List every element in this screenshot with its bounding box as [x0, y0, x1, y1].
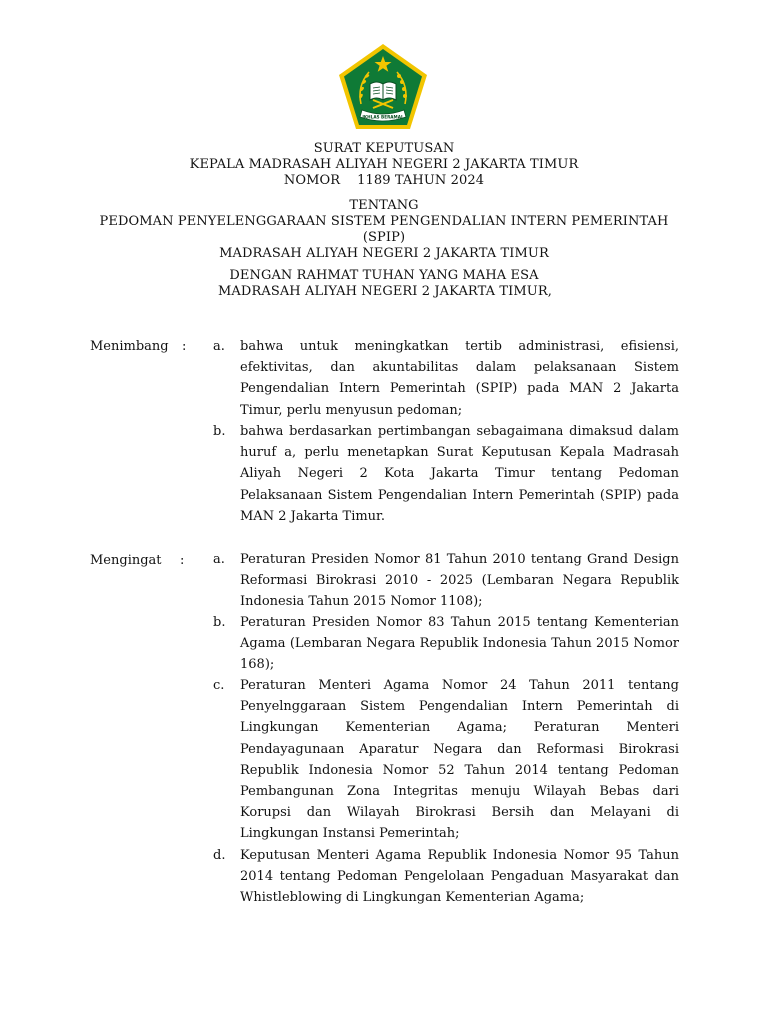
- mengingat-label: Mengingat: [90, 553, 162, 568]
- logo-ribbon-text: IKHLAS BERAMAL: [362, 114, 404, 120]
- document-heading: [0, 141, 768, 189]
- heading-line-1: SURAT KEPUTUSAN: [313, 141, 455, 156]
- item-marker: a.: [213, 339, 225, 354]
- heading-line-2: KEPALA MADRASAH ALIYAH NEGERI 2 JAKARTA TIMUR: [189, 157, 579, 172]
- heading-nomor: NOMOR 1189 TAHUN 2024: [283, 173, 485, 188]
- blessing-line-2: MADRASAH ALIYAH NEGERI 2 JAKARTA TIMUR,: [218, 284, 552, 299]
- item-text: bahwa untuk meningkatkan tertib administrasi, efisiensi, efektivitas, dan akuntabilitas dalam pelaksanaan Sistem Pengendalian Intern Pemerintah (SPIP) pada MAN 2 Jakarta Timur, perlu menyusun pedoman;: [240, 339, 679, 418]
- subject-line-2: (SPIP): [362, 230, 406, 245]
- item-text: Keputusan Menteri Agama Republik Indonesia Nomor 95 Tahun 2014 tentang Pedoman Pengelolaan Pengaduan Masyarakat dan Whistleblowing di Lingkungan Kementerian Agama;: [240, 848, 679, 906]
- item-text: Peraturan Presiden Nomor 81 Tahun 2010 tentang Grand Design Reformasi Birokrasi 2010 - 2025 (Lembaran Negara Republik Indonesia Tahun 2015 Nomor 1108);: [240, 552, 679, 610]
- kementerian-agama-logo: [337, 42, 429, 132]
- item-text: bahwa berdasarkan pertimbangan sebagaimana dimaksud dalam huruf a, perlu menetapkan Surat Keputusan Kepala Madrasah Aliyah Negeri 2 Kota Jakarta Timur tentang Pedoman Pelaksanaan Sistem Pengendalian Intern Pemerintah (SPIP) pada MAN 2 Jakarta Timur.: [240, 424, 679, 524]
- document-subject: [0, 198, 768, 262]
- subject-line-3: MADRASAH ALIYAH NEGERI 2 JAKARTA TIMUR: [219, 246, 549, 261]
- item-marker: a.: [213, 552, 225, 567]
- blessing-block: [0, 268, 768, 300]
- item-text: Peraturan Menteri Agama Nomor 24 Tahun 2011 tentang Penyelnggaraan Sistem Pengendalian Intern Pemerintah di Lingkungan Kementerian Agama; Peraturan Menteri Pendayagunaan Aparatur Negara dan Reformasi Birokrasi Republik Indonesia Nomor 52 Tahun 2014 tentang Pedoman Pembangunan Zona Integritas menuju Wilayah Bebas dari Korupsi dan Wilayah Birokrasi Bersih dan Melayani di Lingkungan Instansi Pemerintah;: [240, 678, 679, 842]
- menimbang-label: Menimbang: [90, 339, 169, 354]
- subject-line-1: PEDOMAN PENYELENGGARAAN SISTEM PENGENDALIAN INTERN PEMERINTAH: [99, 214, 669, 229]
- mengingat-item-d: [213, 845, 679, 909]
- menimbang-item-b: [213, 421, 679, 527]
- tentang-label: TENTANG: [349, 198, 419, 213]
- item-marker: b.: [213, 424, 226, 439]
- mengingat-item-a: [213, 549, 679, 613]
- mengingat-item-b: [213, 612, 679, 676]
- item-marker: c.: [213, 678, 225, 693]
- item-text: Peraturan Presiden Nomor 83 Tahun 2015 tentang Kementerian Agama (Lembaran Negara Republik Indonesia Tahun 2015 Nomor 168);: [240, 615, 679, 673]
- item-marker: b.: [213, 615, 226, 630]
- menimbang-colon: :: [182, 339, 187, 354]
- item-marker: d.: [213, 848, 226, 863]
- blessing-line-1: DENGAN RAHMAT TUHAN YANG MAHA ESA: [229, 268, 539, 283]
- open-book-icon: [370, 82, 396, 100]
- mengingat-colon: :: [180, 553, 185, 568]
- menimbang-item-a: [213, 336, 679, 421]
- mengingat-item-c: [213, 675, 679, 845]
